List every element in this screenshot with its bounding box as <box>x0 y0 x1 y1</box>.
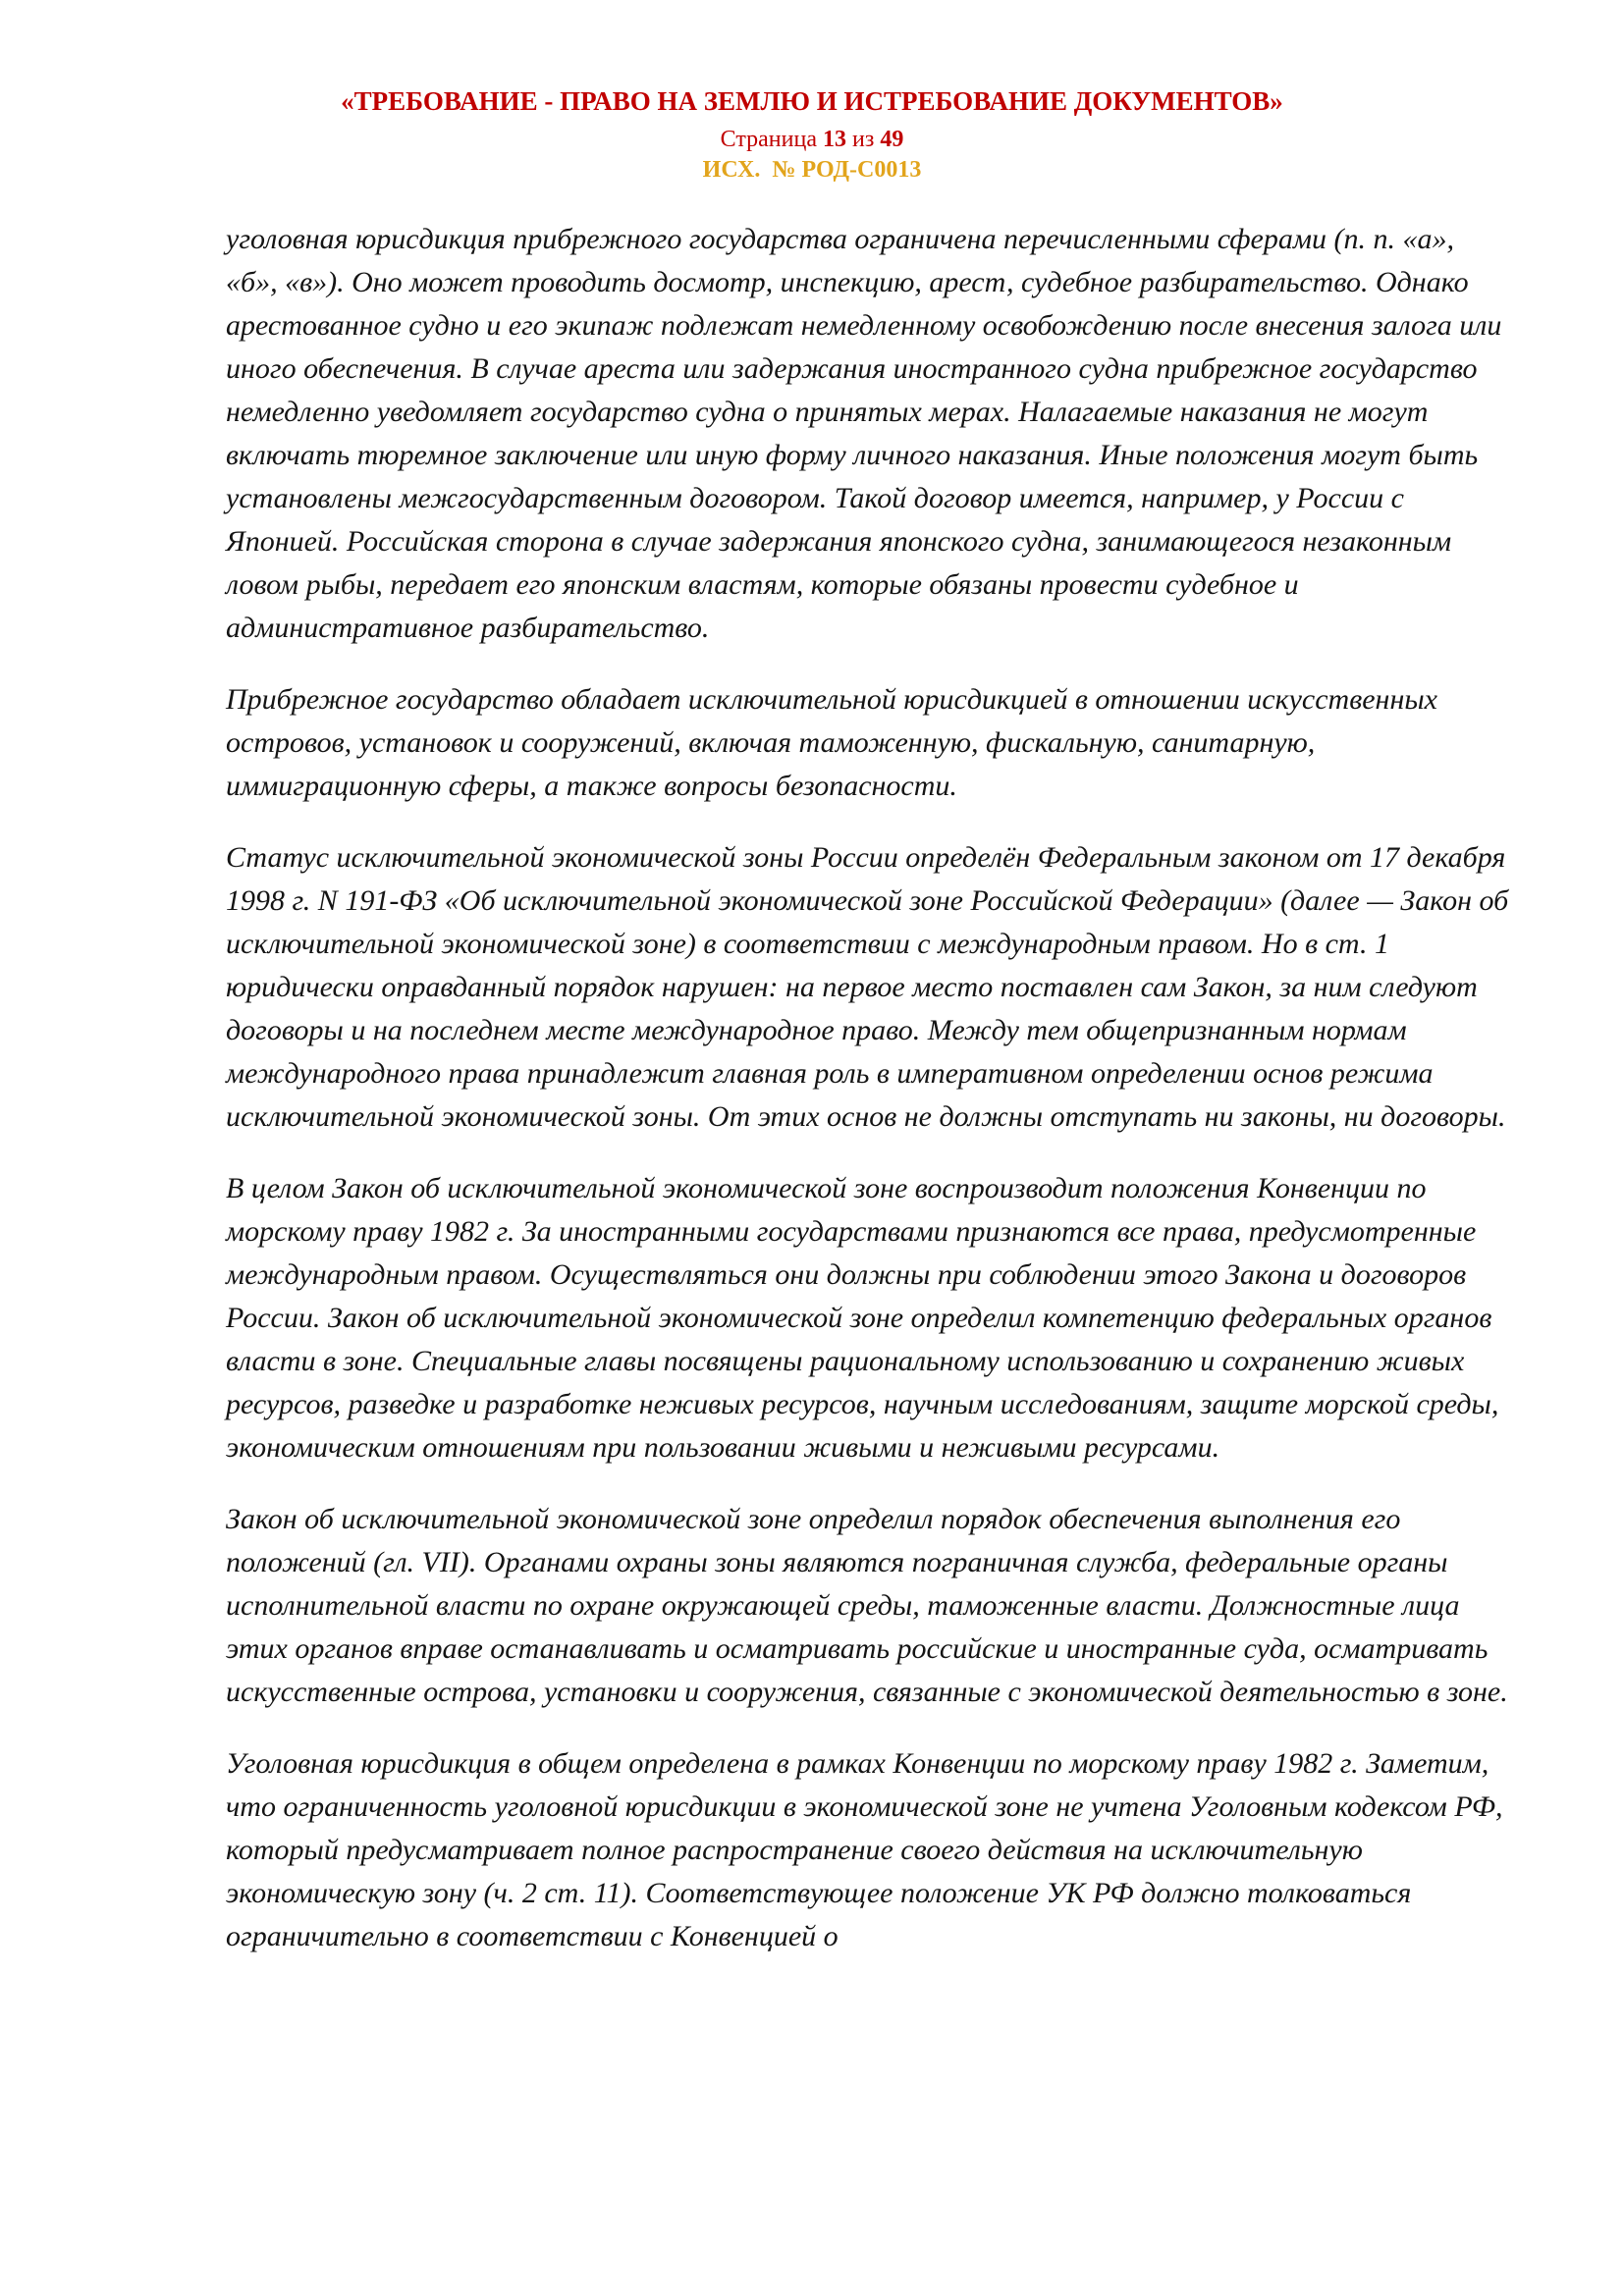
page-current-number: 13 <box>822 127 846 152</box>
paragraph-6: Уголовная юрисдикция в общем определена в рамках Конвенции по морскому праву 1982 г. Заметим, что ограниченность уголовной юрисдикции в экономической зоне не учтена Уголовным кодексом РФ, который предусматривает полное распространение своего действия на исключительную экономическую зону (ч. 2 ст. 11). Соответствующее положение УК РФ должно толковаться ограничительно в соответствии с Конвенцией о <box>226 1747 1503 1952</box>
document-header <box>0 0 1624 183</box>
page-number-line <box>0 127 1624 152</box>
paragraph-4: В целом Закон об исключительной экономической зоне воспроизводит положения Конвенции по морскому праву 1982 г. За иностранными государствами признаются все права, предусмотренные международным правом. Осуществляться они должны при соблюдении этого Закона и договоров России. Закон об исключительной экономической зоне определил компетенцию федеральных органов власти в зоне. Специальные главы посвящены рациональному использованию и сохранению живых ресурсов, разведке и разработке неживых ресурсов, научным исследованиям, защите морской среды, экономическим отношениям при пользовании живыми и неживыми ресурсами. <box>226 1172 1499 1464</box>
page-label: Страница <box>720 127 817 152</box>
paragraph-2: Прибрежное государство обладает исключительной юрисдикцией в отношении искусственных островов, установок и сооружений, включая таможенную, фискальную, санитарную, иммиграционную сферы, а также вопросы безопасности. <box>226 683 1437 802</box>
document-body-text <box>226 218 1510 1958</box>
page-of-word: из <box>851 127 875 152</box>
paragraph-5: Закон об исключительной экономической зоне определил порядок обеспечения выполнения его положений (гл. VII). Органами охраны зоны являются пограничная служба, федеральные органы исполнительной власти по охране окружающей среды, таможенные власти. Должностные лица этих органов вправе останавливать и осматривать российские и иностранные суда, осматривать искусственные острова, установки и сооружения, связанные с экономической деятельностью в зоне. <box>226 1503 1508 1708</box>
outgoing-ref-line <box>0 157 1624 183</box>
ref-number: № РОД-С0013 <box>772 157 922 183</box>
page-total-number: 49 <box>880 127 904 152</box>
ref-prefix: ИСХ. <box>702 157 761 183</box>
document-title: «ТРЕБОВАНИЕ - ПРАВО НА ЗЕМЛЮ И ИСТРЕБОВАНИЕ ДОКУМЕНТОВ» <box>341 86 1283 116</box>
paragraph-3: Статус исключительной экономической зоны России определён Федеральным законом от 17 декабря 1998 г. N 191-ФЗ «Об исключительной экономической зоне Российской Федерации» (далее — Закон об исключительной экономической зоне) в соответствии с международным правом. Но в ст. 1 юридически оправданный порядок нарушен: на первое место поставлен сам Закон, за ним следуют договоры и на последнем месте международное право. Между тем общепризнанным нормам международного права принадлежит главная роль в императивном определении основ режима исключительной экономической зоны. От этих основ не должны отступать ни законы, ни договоры. <box>226 841 1509 1133</box>
paragraph-1: уголовная юрисдикция прибрежного государства ограничена перечисленными сферами (п. п. «а», «б», «в»). Оно может проводить досмотр, инспекцию, арест, судебное разбирательство. Однако арестованное судно и его экипаж подлежат немедленному освобождению после внесения залога или иного обеспечения. В случае ареста или задержания иностранного судна прибрежное государство немедленно уведомляет государство судна о принятых мерах. Налагаемые наказания не могут включать тюремное заключение или иную форму личного наказания. Иные положения могут быть установлены межгосударственным договором. Такой договор имеется, например, у России с Японией. Российская сторона в случае задержания японского судна, занимающегося незаконным ловом рыбы, передает его японским властям, которые обязаны провести судебное и административное разбирательство. <box>226 223 1502 644</box>
